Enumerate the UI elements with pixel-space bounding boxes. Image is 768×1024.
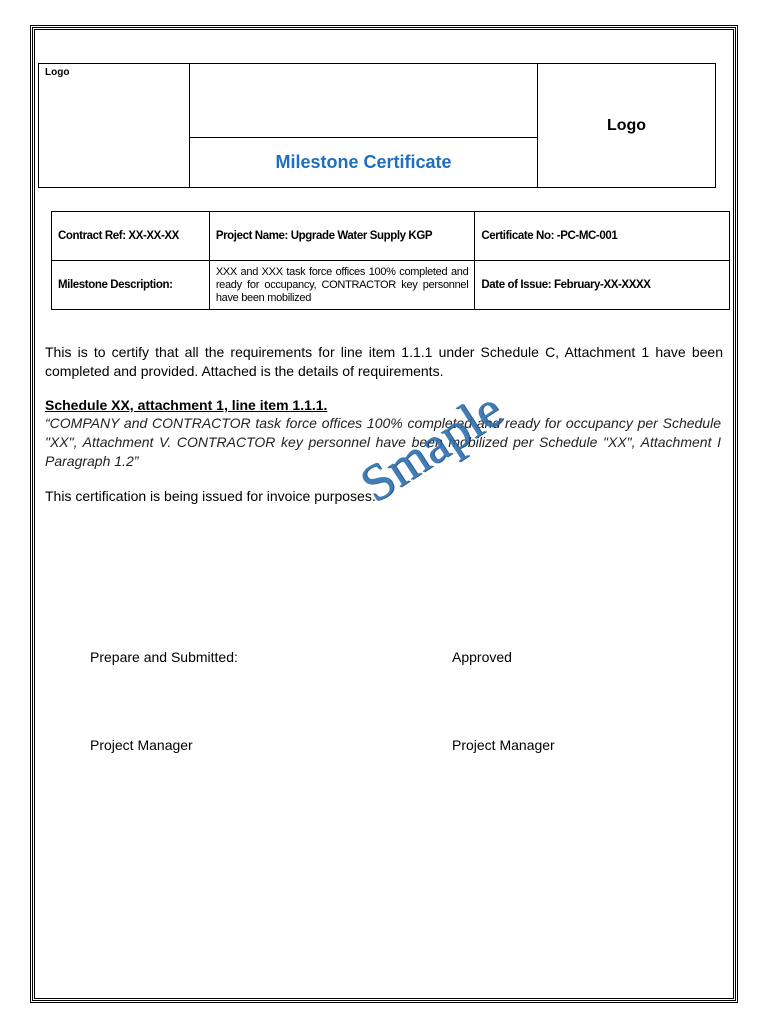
prepared-label: Prepare and Submitted:: [90, 649, 238, 665]
milestone-description: XXX and XXX task force offices 100% completed and ready for occupancy, CONTRACTOR key personnel have been mobilized: [209, 261, 475, 310]
prepared-role: Project Manager: [90, 737, 193, 753]
info-table: [51, 211, 730, 310]
schedule-text: “COMPANY and CONTRACTOR task force offices 100% completed and ready for occupancy per Schedule "XX", Attachment V. CONTRACTOR key personnel have been mobilized per Schedule "XX", Attachment I Paragraph 1.2”: [45, 415, 721, 469]
header-blank-cell: [190, 64, 538, 138]
project-name: Project Name: Upgrade Water Supply KGP: [209, 212, 475, 261]
certificate-title: Milestone Certificate: [275, 152, 452, 172]
table-row: [52, 261, 730, 310]
logo-left: Logo: [45, 67, 70, 78]
certificate-header: [38, 63, 716, 188]
table-row: [52, 212, 730, 261]
logo-right-cell: [538, 64, 715, 187]
certificate-no: Certificate No: -PC-MC-001: [475, 212, 730, 261]
contract-ref: Contract Ref: XX-XX-XX: [52, 212, 210, 261]
approved-label: Approved: [452, 649, 512, 665]
title-cell: [190, 138, 538, 187]
certify-paragraph: This is to certify that all the requirements for line item 1.1.1 under Schedule C, Attachment 1 have been completed and provided. Attached is the details of requirements.: [45, 344, 723, 379]
logo-right: Logo: [606, 116, 647, 134]
sample-watermark: Smaple: [350, 380, 513, 514]
issued-paragraph: This certification is being issued for invoice purposes.: [45, 488, 376, 504]
milestone-label: Milestone Description:: [52, 261, 210, 310]
date-of-issue: Date of Issue: February-XX-XXXX: [475, 261, 730, 310]
approved-role: Project Manager: [452, 737, 555, 753]
schedule-title: Schedule XX, attachment 1, line item 1.1.1.: [45, 397, 328, 413]
logo-left-cell: [39, 64, 190, 187]
